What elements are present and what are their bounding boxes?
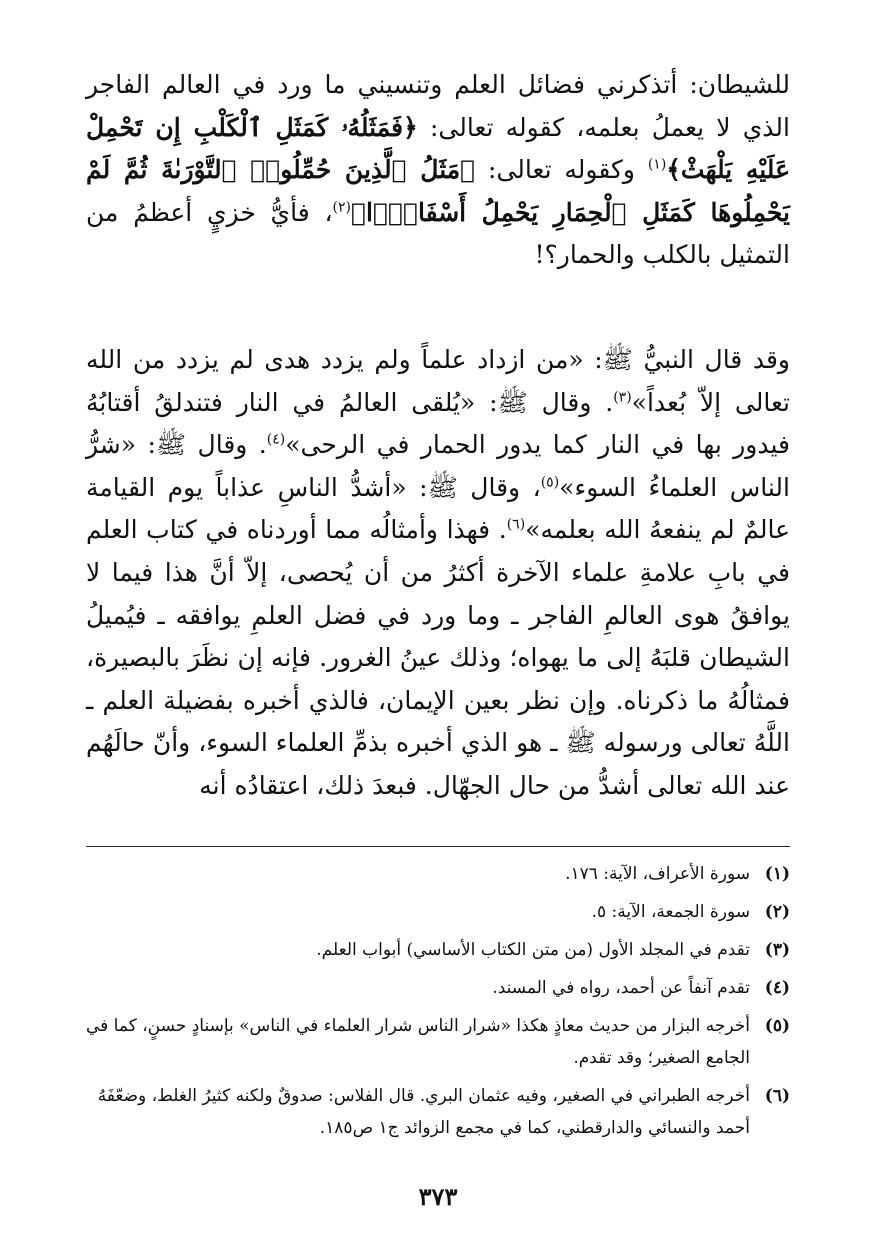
quran-verse-1: ﴿فَمَثَلُهُۥ كَمَثَلِ ٱلْكَلْبِ إِن تَحْمِلْ عَلَيْهِ يَلْهَثْ﴾ [86, 112, 790, 185]
quran-verse-2: ﴿مَثَلُ ٱلَّذِينَ حُمِّلُوا۟ ٱلتَّوْرَىٰةَ ثُمَّ لَمْ يَحْمِلُوهَا كَمَثَلِ ٱلْحِمَارِ يَحْمِلُ أَسْفَارًۢا﴾ [86, 155, 790, 227]
footnote-number: (٣) [764, 940, 790, 960]
footnote-number: (٦) [764, 1086, 790, 1106]
page-number: ٣٧٣ [418, 1182, 458, 1211]
footnote-ref-1: (١) [647, 156, 667, 173]
para2-text-4: ، وقال ﷺ: «أشدُّ الناسِ عذاباً يوم القيامة عالمٌ لم ينفعهُ الله بعلمه» [86, 472, 790, 545]
footnote-text: تقدم آنفاً عن أحمد، رواه في المسند. [492, 978, 750, 998]
footnote-text: تقدم في المجلد الأول (من متن الكتاب الأساسي) أبواب العلم. [316, 940, 750, 960]
footnote-item [86, 972, 790, 1004]
para2-text-3: . وقال ﷺ: «شرُّ الناس العلماءُ السوء» [86, 430, 790, 502]
footnote-ref-3: (٣) [613, 389, 632, 406]
footnote-item [86, 934, 790, 966]
footnote-item [86, 858, 790, 890]
para2-text-2: . وقال ﷺ: «يُلقى العالمُ في النار فتندلقُ أقتابُهُ فيدور بها في النار كما يدور الحمار في الرحى» [86, 387, 790, 460]
footnote-text: أخرجه البزار من حديث معاذٍ هكذا «شرار الناس شرار العلماء في الناس» بإسنادٍ حسنٍ، كما في الجامع الصغير؛ وقد تقدم. [85, 1016, 750, 1068]
body-paragraph-2 [86, 339, 790, 808]
para1-text-2: وكقوله تعالى: [475, 155, 648, 185]
footnote-divider [86, 846, 790, 847]
footnotes-list [86, 858, 790, 1150]
footnote-number: (٢) [764, 902, 790, 922]
footnote-number: (٥) [764, 1016, 790, 1036]
footnote-text: سورة الأعراف، الآية: ١٧٦. [565, 864, 750, 884]
footnote-ref-2: (٢) [332, 199, 352, 216]
footnote-item [86, 1010, 790, 1074]
footnote-ref-5: (٥) [540, 474, 560, 491]
footnote-item [86, 896, 790, 928]
footnote-item [86, 1080, 790, 1144]
footnote-ref-4: (٤) [266, 431, 286, 448]
para1-text-1: للشيطان: أتذكرني فضائل العلم وتنسيني ما ورد في العالم الفاجر الذي لا يعملُ بعلمه، كقوله تعالى: [86, 70, 790, 142]
footnote-number: (٤) [764, 978, 790, 998]
para2-text-5: . فهذا وأمثالُه مما أوردناه في كتاب العلم في بابِ علامةِ علماء الآخرة أكثرُ من أن يُحصى، إلاّ أنَّ هذا فيما لا يوافقُ هوى العالمِ الفاجر ـ وما ورد في فضل العلمِ يوافقه ـ فيُميلُ الشيطان قلبَهُ إلى ما يهواه؛ وذلك عينُ الغرور. فإنه إن نظَرَ بالبصيرة، فمثالُهُ ما ذكرناه. وإن نظر بعين الإيمان، فالذي أخبره بفضيلة العلم ـ اللَّهُ تعالى ورسوله ﷺ ـ هو الذي أخبره بذمِّ العلماء السوء، وأنّ حالَهُم عند الله تعالى أشدُّ من حال الجهّال. فبعدَ ذلك، اعتقادُه أنه [86, 515, 790, 800]
footnote-ref-6: (٦) [506, 517, 526, 534]
footnote-text: أخرجه الطبراني في الصغير، وفيه عثمان البري. قال الفلاس: صدوقٌ ولكنه كثيرُ الغلط، وضعّفَهُ أحمد والنسائي والدارقطني، كما في مجمع الزوائد ج١ ص١٨٥. [97, 1086, 750, 1138]
footnote-number: (١) [764, 864, 790, 884]
para1-text-3: ، فأيُّ خزيٍ أعظمُ من التمثيل بالكلب والحمار؟! [86, 197, 790, 270]
body-paragraph-1 [86, 64, 790, 277]
footnote-text: سورة الجمعة، الآية: ٥. [591, 902, 750, 922]
para2-text-1: وقد قال النبيُّ ﷺ: «من ازداد علماً ولم يزدد هدى لم يزدد من الله تعالى إلاّ بُعداً» [86, 345, 790, 417]
